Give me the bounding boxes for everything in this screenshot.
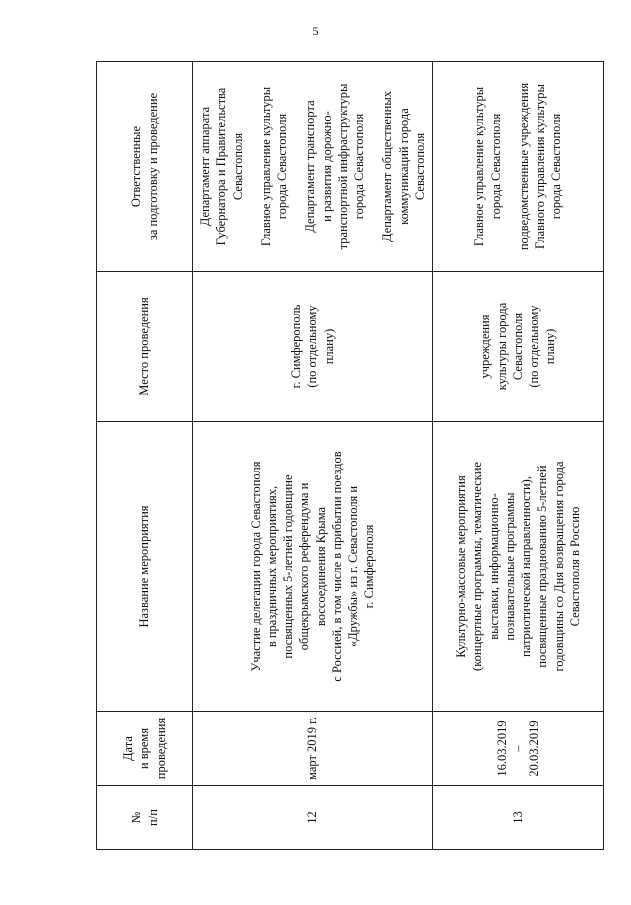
responsible-entry: Главное управление культуры города Севастополя (258, 86, 289, 247)
row-responsible (193, 62, 433, 272)
events-table-wrapper (96, 62, 582, 850)
header-responsible: Ответственные за подготовку и проведение (97, 62, 193, 272)
table-row (193, 62, 433, 850)
row-responsible (433, 62, 604, 272)
header-event-name: Название мероприятия (97, 422, 193, 712)
row-event-name: Культурно-массовые мероприятия (концертные программы, тематические выставки, информационно- познавательные программы патриотической направленности), посвященные празднованию 5-летней годовщины со Дня возвращения города Севастополя в Россию (433, 422, 604, 712)
row-number: 12 (193, 786, 433, 850)
row-date: 16.03.2019 – 20.03.2019 (433, 712, 604, 786)
responsible-entry: Департамент аппарата Губернатора и Правительства Севастополя (198, 87, 245, 246)
table-header-row (97, 62, 193, 850)
responsible-entry: Главное управление культуры города Севастополя (472, 86, 503, 247)
row-place: учреждения культуры города Севастополя (по отдельному плану) (433, 272, 604, 422)
row-event-name: Участие делегации города Севастополя в праздничных мероприятиях, посвященных 5-летней годовщине общекрымского референдума и воссоединения Крыма с Россией, в том числе в прибытии поездов «Дружбы» из г. Севастополя и г. Симферополя (193, 422, 433, 712)
page-number: 5 (312, 24, 319, 38)
header-place: Место проведения (97, 272, 193, 422)
row-number: 13 (433, 786, 604, 850)
header-date: Дата и время проведения (97, 712, 193, 786)
row-place: г. Симферополь (по отдельному плану) (193, 272, 433, 422)
events-table (96, 61, 604, 850)
responsible-entry: Департамент общественных коммуникаций города Севастополя (380, 91, 427, 242)
row-date: март 2019 г. (193, 712, 433, 786)
responsible-entry: Департамент транспорта и развития дорожно- транспортной инфраструктуры города Севастополя (303, 83, 366, 250)
table-row (433, 62, 604, 850)
responsible-entry: подведомственные учреждения Главного управления культуры города Севастополя (516, 82, 564, 251)
header-number: № п/п (97, 786, 193, 850)
